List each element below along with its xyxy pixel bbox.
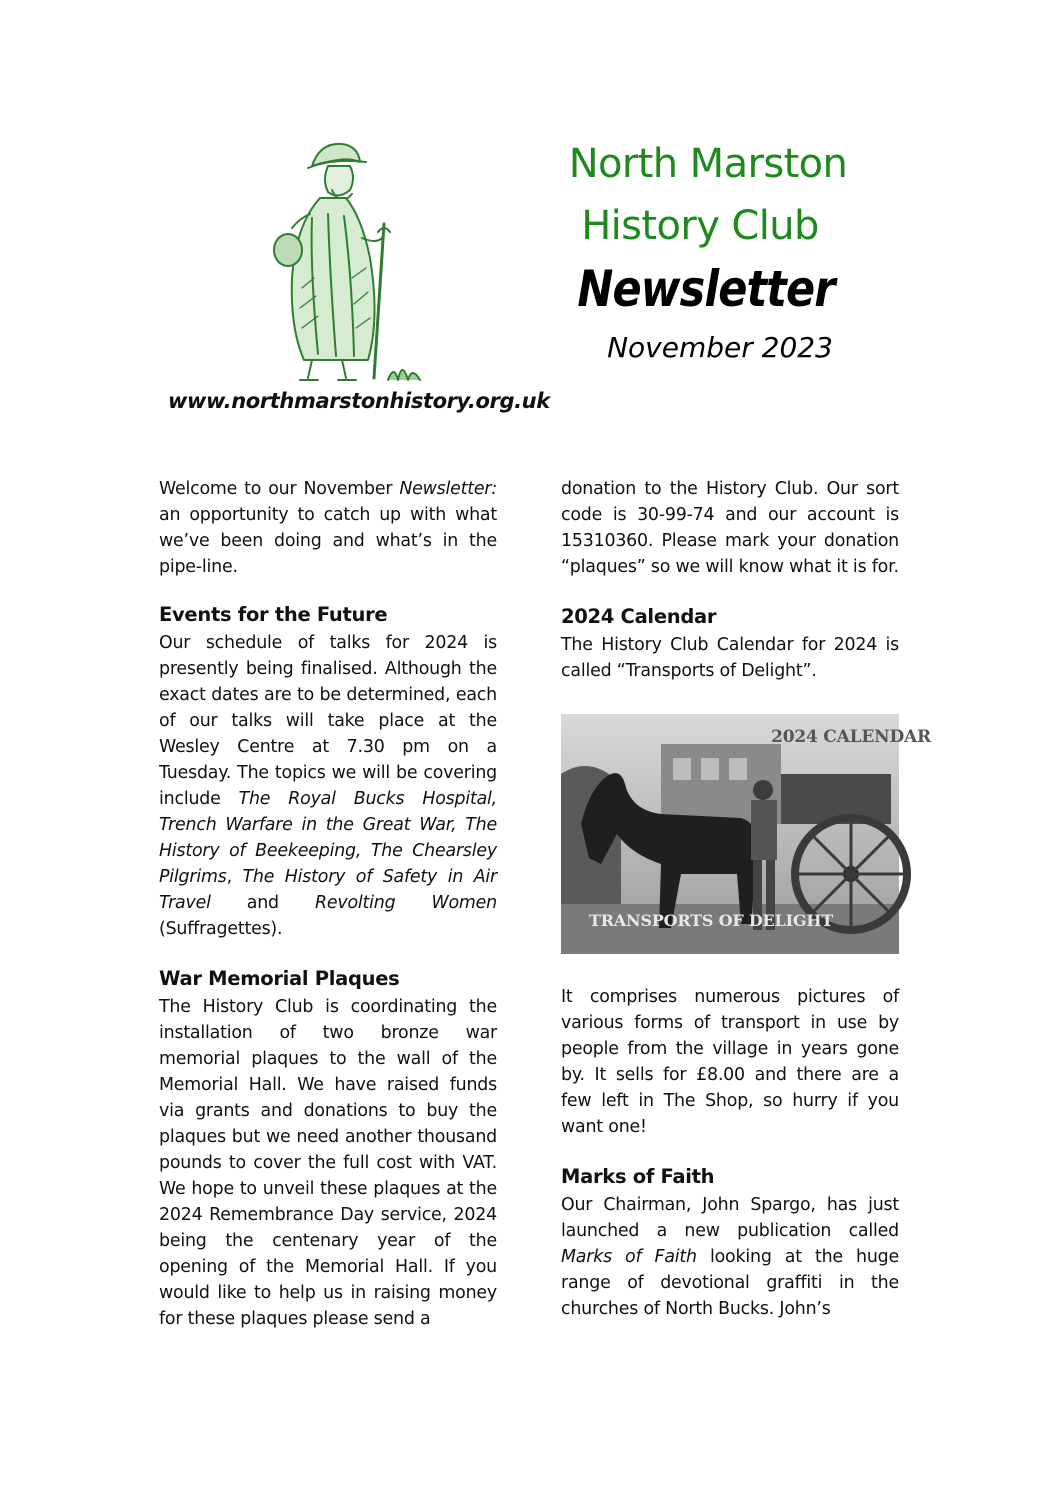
left-column: [159, 476, 497, 1332]
website-url: www.northmarstonhistory.org.uk: [168, 389, 550, 413]
title-line-1: North Marston: [568, 141, 848, 187]
events-heading: Events for the Future: [159, 603, 388, 626]
issue-date: November 2023: [607, 331, 833, 364]
right-column: [561, 476, 931, 1322]
faith-heading: Marks of Faith: [561, 1165, 715, 1188]
calendar-heading: 2024 Calendar: [561, 605, 717, 628]
war-memorial-heading: War Memorial Plaques: [159, 967, 400, 990]
war-memorial-paragraph: The History Club is coordinating the installation of two bronze war memorial plaques to the wall of the Memorial Hall. We have raised funds via grants and donations to buy the plaques but we need another thousand pounds to cover the full cost with VAT. We hope to unveil these plaques at the 2024 Remembrance Day service, 2024 being the centenary year of the opening of the Memorial Hall. If you would like to help us in raising money for these plaques please send a: [159, 997, 497, 1329]
intro-paragraph: Welcome to our November Newsletter: an opportunity to catch up with what we’ve been doing and what’s in the pipe-line.: [159, 479, 497, 577]
newsletter-title: Newsletter: [577, 260, 835, 318]
calendar-photo-caption: TRANSPORTS OF DELIGHT: [589, 911, 833, 930]
faith-paragraph: Our Chairman, John Spargo, has just launched a new publication called Marks of Faith looking at the huge range of devotional graffiti in the churches of North Bucks. John’s: [561, 1195, 899, 1319]
title-line-2: History Club: [581, 203, 819, 249]
events-paragraph: Our schedule of talks for 2024 is presently being finalised. Although the exact dates are to be determined, each of our talks will take place at the Wesley Centre at 7.30 pm on a Tuesday. The topics we will be covering include The Royal Bucks Hospital, Trench Warfare in the Great War, The History of Beekeeping, The Chearsley Pilgrims, The History of Safety in Air Travel and Revolting Women (Suffragettes).: [159, 633, 497, 939]
calendar-paragraph-2: It comprises numerous pictures of various forms of transport in use by people from the village in years gone by. It sells for £8.00 and there are a few left in The Shop, so hurry if you want one!: [561, 987, 899, 1137]
calendar-photo: [561, 714, 931, 954]
calendar-paragraph: The History Club Calendar for 2024 is called “Transports of Delight”.: [561, 635, 899, 681]
war-memorial-continued: donation to the History Club. Our sort code is 30-99-74 and our account is 15310360. Please mark your donation “plaques” so we will know what it is for.: [561, 479, 899, 577]
calendar-photo-title: 2024 CALENDAR: [771, 727, 931, 747]
pilgrim-logo: [262, 128, 432, 384]
